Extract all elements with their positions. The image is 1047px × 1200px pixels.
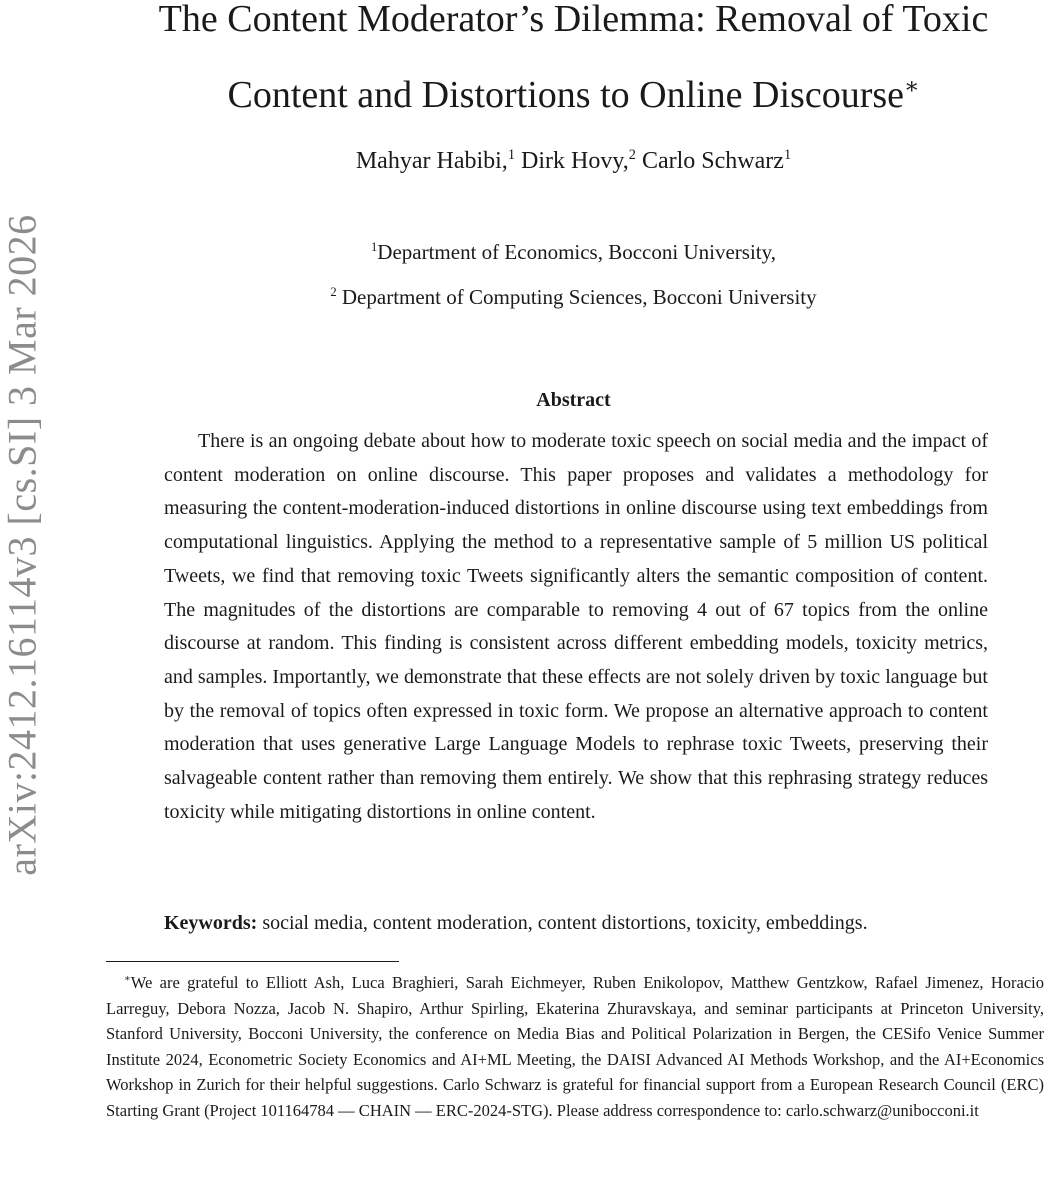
footnote bbox=[106, 970, 1044, 1123]
footnote-text: We are grateful to Elliott Ash, Luca Braghieri, Sarah Eichmeyer, Ruben Enikolopov, Matthew Gentzkow, Rafael Jimenez, Horacio Larreguy, Debora Nozza, Jacob N. Shapiro, Arthur Spirling, Ekaterina Zhuravskaya, and seminar participants at Princeton University, Stanford University, Bocconi University, the conference on Media Bias and Political Polarization in Bergen, the CESifo Venice Summer Institute 2024, Econometric Society Economics and AI+ML Meeting, the DAISI Advanced AI Methods Workshop, and the AI+Economics Workshop in Zurich for their helpful suggestions. Carlo Schwarz is grateful for financial support from a European Research Council (ERC) Starting Grant (Project 101164784 — CHAIN — ERC-2024-STG). Please address correspondence to: carlo.schwarz@unibocconi.it bbox=[106, 973, 1044, 1120]
arxiv-identifier: arXiv:2412.16114v3 [cs.SI] 3 Mar 2026 bbox=[0, 214, 45, 876]
affiliation bbox=[100, 283, 1047, 311]
author-name: Carlo Schwarz bbox=[641, 148, 784, 174]
abstract-heading: Abstract bbox=[536, 389, 611, 411]
author-name: Mahyar Habibi, bbox=[355, 148, 508, 174]
paper-title bbox=[100, 0, 1047, 114]
author-affiliation-mark: 2 bbox=[628, 147, 636, 163]
keywords bbox=[164, 906, 994, 940]
affiliation-text: Department of Computing Sciences, Bocconi University bbox=[336, 285, 817, 309]
affiliation-mark: 1 bbox=[371, 240, 378, 254]
author-affiliation-mark: 1 bbox=[783, 147, 792, 163]
author-affiliation-mark: 1 bbox=[507, 147, 516, 163]
author-list bbox=[100, 146, 1047, 176]
affiliation bbox=[100, 238, 1047, 266]
abstract-text: There is an ongoing debate about how to moderate toxic speech on social media and the impact of content moderation on online discourse. This paper proposes and validates a methodology for measuring the content-moderation-induced distortions in online discourse using text embeddings from computational linguistics. Applying the method to a representative sample of 5 million US political Tweets, we find that removing toxic Tweets significantly alters the semantic composition of content. The magnitudes of the distortions are comparable to removing 4 out of 67 topics from the online discourse at random. This finding is consistent across different embedding models, toxicity metrics, and samples. Importantly, we demonstrate that these effects are not solely driven by toxic language but by the removal of topics often expressed in toxic form. We propose an alternative approach to content moderation that uses generative Large Language Models to rephrase toxic Tweets, preserving their salvageable content rather than removing them entirely. We show that this rephrasing strategy reduces toxicity while mitigating distortions in online content. bbox=[164, 430, 988, 823]
title-line-1: The Content Moderator’s Dilemma: Removal of Toxic bbox=[158, 0, 989, 40]
keywords-text: social media, content moderation, content distortions, toxicity, embeddings. bbox=[257, 912, 868, 934]
title-footnote-mark: ∗ bbox=[904, 73, 920, 99]
keywords-label: Keywords: bbox=[164, 912, 258, 934]
footnote-divider bbox=[106, 961, 399, 962]
footnote-mark: ∗ bbox=[124, 973, 131, 985]
affiliation-mark: 2 bbox=[330, 285, 337, 299]
title-line-2: Content and Distortions to Online Discourse∗ bbox=[227, 73, 920, 116]
affiliation-text: Department of Economics, Bocconi University, bbox=[377, 240, 776, 264]
author-name: Dirk Hovy, bbox=[521, 148, 629, 174]
